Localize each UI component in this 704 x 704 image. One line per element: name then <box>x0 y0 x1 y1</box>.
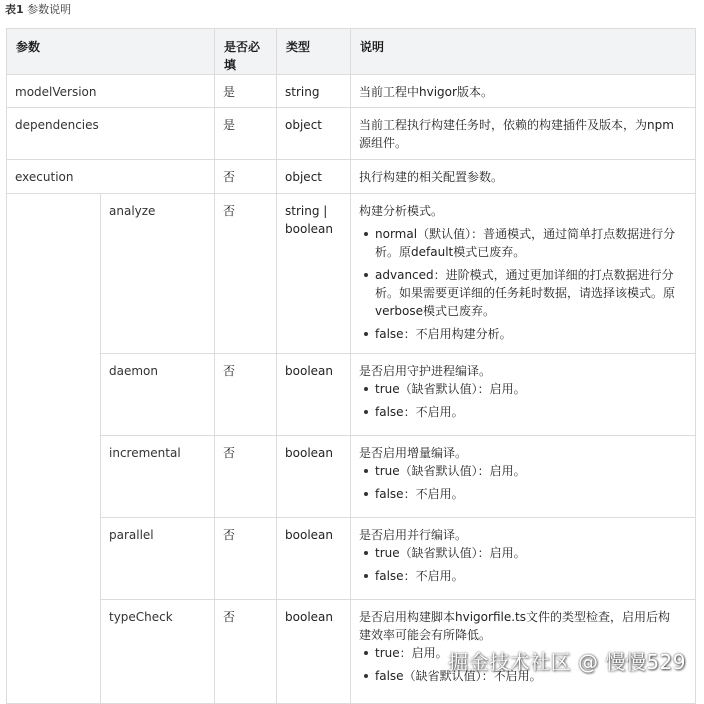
table-header-row <box>7 29 696 75</box>
header-param: 参数 <box>7 29 215 75</box>
sub-param-name: parallel <box>101 518 215 600</box>
param-required: 是 <box>215 75 277 108</box>
param-type: boolean <box>277 600 351 704</box>
param-type: boolean <box>277 436 351 518</box>
param-required: 否 <box>215 194 277 354</box>
table-row <box>7 436 696 518</box>
desc-text: 是否启用构建脚本hvigorfile.ts文件的类型检查，启用后构建效率可能会有所降低。 <box>359 610 670 642</box>
param-desc <box>351 194 696 354</box>
list-item: advanced：进阶模式，通过更加详细的打点数据进行分析。如果需要更详细的任务耗时数据，请选择该模式。原verbose模式已废弃。 <box>375 266 681 320</box>
table-row <box>7 518 696 600</box>
param-required: 否 <box>215 436 277 518</box>
table-caption <box>5 3 71 17</box>
param-required: 否 <box>215 354 277 436</box>
list-item: false：不启用。 <box>375 403 681 421</box>
param-desc: 执行构建的相关配置参数。 <box>351 160 696 194</box>
option-list <box>359 462 681 503</box>
list-item: false：不启用。 <box>375 567 681 585</box>
param-name: execution <box>7 160 215 194</box>
table-row <box>7 160 696 194</box>
param-desc: 当前工程中hvigor版本。 <box>351 75 696 108</box>
parameter-table <box>6 28 696 704</box>
param-desc <box>351 518 696 600</box>
list-item: false（缺省默认值）：不启用。 <box>375 667 681 685</box>
param-type: object <box>277 160 351 194</box>
list-item: true（缺省默认值）：启用。 <box>375 462 681 480</box>
sub-param-name: typeCheck <box>101 600 215 704</box>
caption-text: 参数说明 <box>27 3 72 16</box>
param-type: boolean <box>277 518 351 600</box>
list-item: true：启用。 <box>375 644 681 662</box>
param-desc <box>351 354 696 436</box>
param-type: object <box>277 108 351 160</box>
desc-text: 是否启用守护进程编译。 <box>359 364 492 378</box>
list-item: false：不启用构建分析。 <box>375 325 681 343</box>
param-desc <box>351 436 696 518</box>
site-watermark: 掘金技术社区 @ 慢慢529 <box>448 650 686 674</box>
table-row <box>7 108 696 160</box>
sub-param-name: incremental <box>101 436 215 518</box>
param-type: string <box>277 75 351 108</box>
sub-param-name: analyze <box>101 194 215 354</box>
param-required: 否 <box>215 600 277 704</box>
param-required: 是 <box>215 108 277 160</box>
list-item: false：不启用。 <box>375 485 681 503</box>
param-name: dependencies <box>7 108 215 160</box>
param-name: modelVersion <box>7 75 215 108</box>
list-item: true（缺省默认值）：启用。 <box>375 380 681 398</box>
desc-text: 构建分析模式。 <box>359 204 444 218</box>
header-desc: 说明 <box>351 29 696 75</box>
param-type: boolean <box>277 354 351 436</box>
option-list <box>359 225 681 343</box>
table-row <box>7 75 696 108</box>
list-item: true（缺省默认值）：启用。 <box>375 544 681 562</box>
option-list <box>359 544 681 585</box>
caption-label: 表1 <box>5 3 24 16</box>
header-type: 类型 <box>277 29 351 75</box>
sub-param-name: daemon <box>101 354 215 436</box>
table-row <box>7 354 696 436</box>
param-required: 否 <box>215 160 277 194</box>
param-type: string | boolean <box>277 194 351 354</box>
param-desc: 当前工程执行构建任务时，依赖的构建插件及版本，为npm源组件。 <box>351 108 696 160</box>
header-required: 是否必填 <box>215 29 277 75</box>
nesting-indent-cell <box>7 194 101 704</box>
param-required: 否 <box>215 518 277 600</box>
list-item: normal（默认值）：普通模式，通过简单打点数据进行分析。原default模式已废弃。 <box>375 225 681 261</box>
option-list <box>359 380 681 421</box>
desc-text: 是否启用增量编译。 <box>359 446 468 460</box>
desc-text: 是否启用并行编译。 <box>359 528 468 542</box>
table-row <box>7 194 696 354</box>
